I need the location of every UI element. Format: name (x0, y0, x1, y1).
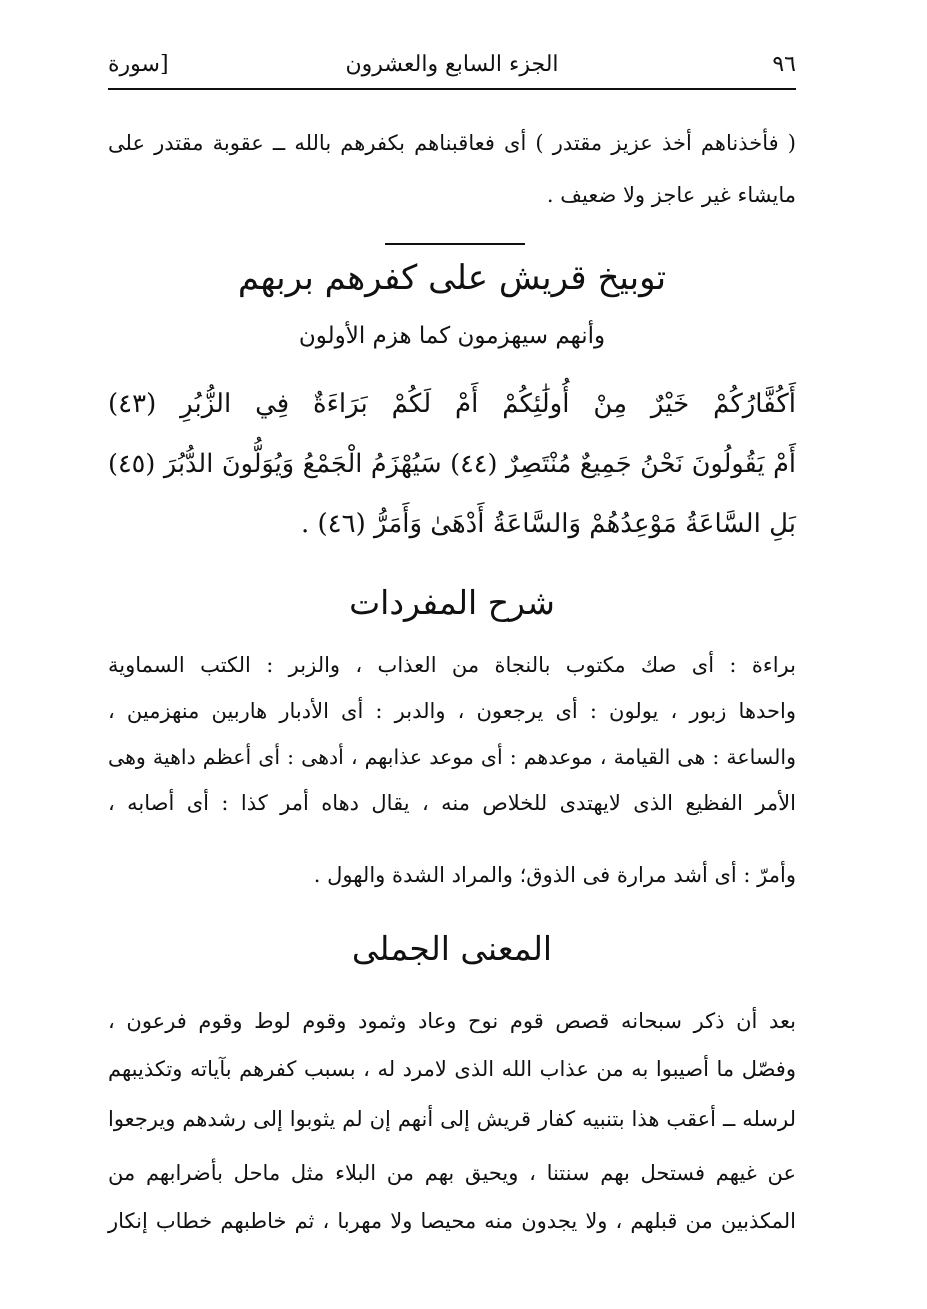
running-header (108, 44, 796, 90)
part-title: الجزء السابع والعشرون (345, 52, 559, 77)
meaning-line: بعد أن ذكر سبحانه قصص قوم نوح وعاد وثمود وقوم لوط وقوم فرعون ، (108, 1009, 796, 1033)
vocabulary-line: وأمرّ : أى أشد مرارة فى الذوق؛ والمراد الشدة والهول . (313, 863, 796, 887)
section-title: توبيخ قريش على كفرهم بربهم (237, 258, 667, 298)
intro-line: ( فأخذناهم أخذ عزيز مقتدر ) أى فعاقبناهم بكفرهم بالله ــ عقوبة مقتدر على (108, 131, 796, 155)
general-meaning-heading: المعنى الجملى (351, 929, 553, 968)
surah-label: [سورة (108, 52, 169, 77)
vocabulary-line: براءة : أى صك مكتوب بالنجاة من العذاب ، والزبر : الكتب السماوية (108, 653, 796, 677)
vocabulary-line: والساعة : هى القيامة ، موعدهم : أى موعد عذابهم ، أدهى : أى أعظم داهية وهى (108, 745, 796, 769)
page-number: ٩٦ (772, 52, 796, 77)
verse-line: أَمْ يَقُولُونَ نَحْنُ جَمِيعٌ مُنْتَصِرٌ (٤٤) سَيُهْزَمُ الْجَمْعُ وَيُوَلُّونَ الدُّبُرَ (٤٥) (108, 449, 796, 479)
meaning-line: وفصّل ما أصيبوا به من عذاب الله الذى لامرد له ، بسبب كفرهم بآياته وتكذيبهم (108, 1057, 796, 1081)
verse-line: بَلِ السَّاعَةُ مَوْعِدُهُمْ وَالسَّاعَةُ أَدْهَىٰ وَأَمَرُّ (٤٦) . (300, 509, 796, 539)
meaning-line: المكذبين من قبلهم ، ولا يجدون منه محيصا ولا مهربا ، ثم خاطبهم خطاب إنكار (108, 1209, 796, 1233)
meaning-line: لرسله ــ أعقب هذا بتنبيه كفار قريش إلى أنهم إن لم يثوبوا إلى رشدهم ويرجعوا (108, 1107, 796, 1131)
vocabulary-heading: شرح المفردات (349, 583, 555, 622)
verse-line: أَكُفَّارُكُمْ خَيْرٌ مِنْ أُولَٰئِكُمْ أَمْ لَكُمْ بَرَاءَةٌ فِي الزُّبُرِ (٤٣) (108, 389, 796, 419)
vocabulary-line: الأمر الفظيع الذى لايهتدى للخلاص منه ، يقال دهاه أمر كذا : أى أصابه ، (108, 791, 796, 815)
vocabulary-line: واحدها زبور ، يولون : أى يرجعون ، والدبر : أى الأدبار هاربين منهزمين ، (108, 699, 796, 723)
intro-line: مايشاء غير عاجز ولا ضعيف . (546, 183, 796, 207)
section-subtitle: وأنهم سيهزمون كما هزم الأولون (298, 323, 606, 349)
meaning-line: عن غيهم فستحل بهم سنتنا ، ويحيق بهم من البلاء مثل ماحل بأضرابهم من (108, 1161, 796, 1185)
section-divider (385, 243, 525, 245)
